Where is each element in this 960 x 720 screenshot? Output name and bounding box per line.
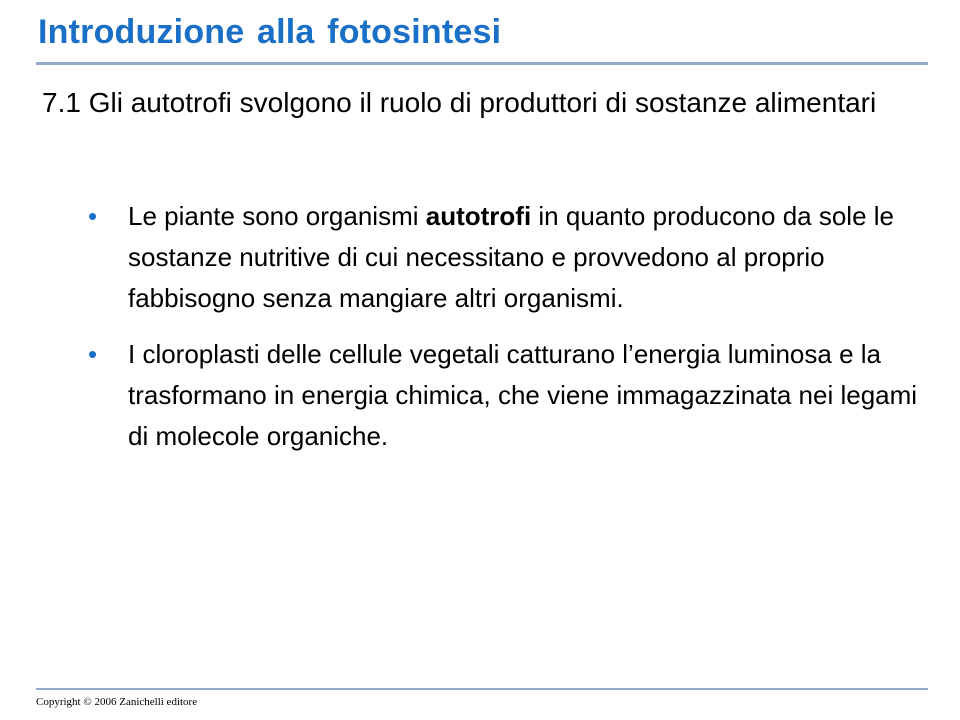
bullet-item (88, 196, 928, 319)
bullet-text: I cloroplasti delle cellule vegetali catturano l’energia luminosa e la trasformano in energia chimica, che viene immagazzinata nei legami di molecole organiche. (128, 339, 918, 451)
bullet-text (128, 201, 894, 313)
bullet-icon: • (88, 339, 98, 369)
bullet-item (88, 334, 928, 457)
slide-subtitle: 7.1 Gli autotrofi svolgono il ruolo di produttori di sostanze alimentari (42, 87, 877, 118)
bullet-bold-term: autotrofi (425, 201, 532, 231)
bullet-text-part: in quanto producono da sole le sostanze nutritive di cui necessitano e provvedono al proprio fabbisogno senza mangiare altri organismi. (128, 201, 895, 313)
bullet-list (88, 196, 928, 472)
footer-divider (36, 688, 928, 690)
bullet-text-part: Le piante sono organismi (128, 201, 426, 231)
slide-title: Introduzione alla fotosintesi (38, 13, 502, 51)
title-divider (36, 62, 928, 65)
bullet-icon: • (88, 201, 98, 231)
copyright-text: Copyright © 2006 Zanichelli editore (36, 696, 198, 708)
